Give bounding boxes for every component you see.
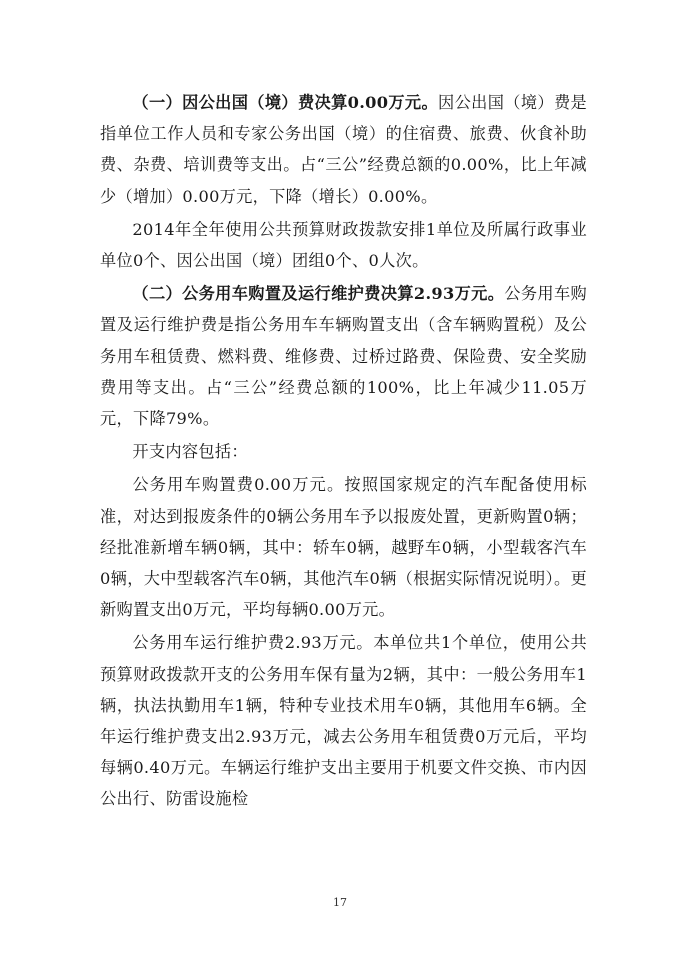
heading-overseas-expense: （一）因公出国（境）费决算0.00万元。 <box>132 93 439 112</box>
paragraph-vehicle-expense <box>100 278 587 434</box>
document-body <box>100 87 587 815</box>
page-number: 17 <box>333 896 347 909</box>
paragraph-vehicle-maintenance <box>100 627 587 814</box>
text-overseas-groups: 2014年全年使用公共预算财政拨款安排1单位及所属行政事业单位0个、因公出国（境）团组0个、0人次。 <box>100 219 587 271</box>
text-expense-items-intro: 开支内容包括： <box>132 442 248 462</box>
paragraph-expense-items-intro <box>100 436 587 467</box>
text-vehicle-maintenance: 公务用车运行维护费2.93万元。本单位共1个单位，使用公共预算财政拨款开支的公务用车保有量为2辆，其中：一般公务用车1辆，执法执勤用车1辆，特种专业技术用车0辆，其他用车6辆。全年运行维护费支出2.93万元，减去公务用车租赁费0万元后，平均每辆0.40万元。车辆运行维护支出主要用于机要文件交换、市内因公出行、防雷设施检 <box>100 633 587 809</box>
paragraph-overseas-expense <box>100 87 587 212</box>
paragraph-vehicle-purchase <box>100 469 587 625</box>
text-vehicle-expense: 公务用车购置及运行维护费是指公务用车车辆购置支出（含车辆购置税）及公务用车租赁费、燃料费、维修费、过桥过路费、保险费、安全奖励费用等支出。占“三公”经费总额的100%，比上年减少11.05万元，下降79%。 <box>100 284 588 429</box>
text-overseas-expense: 因公出国（境）费是指单位工作人员和专家公务出国（境）的住宿费、旅费、伙食补助费、杂费、培训费等支出。占“三公”经费总额的0.00%，比上年减少（增加）0.00万元，下降（增长）0.00%。 <box>100 93 587 206</box>
paragraph-overseas-groups <box>100 214 587 276</box>
text-vehicle-purchase: 公务用车购置费0.00万元。按照国家规定的汽车配备使用标准，对达到报废条件的0辆公务用车予以报废处置，更新购置0辆；经批准新增车辆0辆，其中：轿车0辆，越野车0辆，小型载客汽车0辆，大中型载客汽车0辆，其他汽车0辆（根据实际情况说明）。更新购置支出0万元，平均每辆0.00万元。 <box>100 475 587 620</box>
heading-vehicle-expense: （二）公务用车购置及运行维护费决算2.93万元。 <box>132 284 505 304</box>
